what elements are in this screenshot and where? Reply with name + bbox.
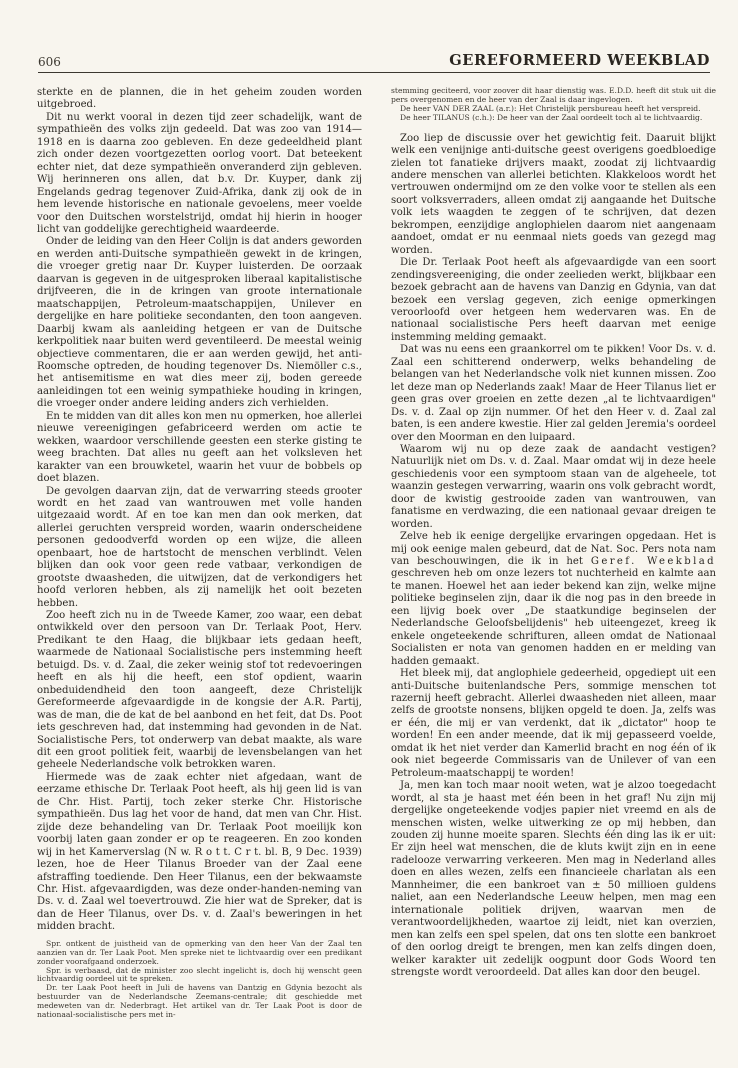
publication-name: Geref. Weekblad bbox=[590, 556, 716, 568]
paragraph: Zoo heeft zich nu in de Tweede Kamer, zoo waar, een debat ontwikkeld over den persoon van Dr. Terlaak Poot, Herv. Predikant te den Haag, die blijkbaar iets gedaan heeft, waarmede de Nationaal Socialistische pers instemming heeft betuigd. Ds. v. d. Zaal, die zeker weinig stof tot redevoeringen heeft en als hij die heeft, een stof opdient, waarin onbeduidendheid den toon aangeeft, deze Christelijk Gereformeerde afgevaardigde in de kongsie der A.R. Partij, was de man, die de kat de bel aanbond en het feit, dat Ds. Poot iets geschreven had, dat instemming had gevonden in de Nat. Socialistische Pers, tot onderwerp van debat maakte, als ware dit een groot politiek feit, waarbij de levensbelangen van het geheele Nederlandsche volk betrokken waren. bbox=[37, 610, 362, 771]
parliament-quote-continued bbox=[391, 87, 716, 123]
paragraph: Dit nu werkt vooral in dezen tijd zeer schadelijk, want de sympathieën des volks zijn gedeeld. Dat was zoo van 1914—1918 en is daarna zoo gebleven. En deze gedeeldheid plant zich onder dezen voortgezetten oorlog voort. Dat beteekent echter niet, dat deze sympathieën onveranderd zijn gebleven. Wij herinneren ons allen, dat b.v. Dr. Kuyper, dank zij Engelands gedrag tegenover Zuid-Afrika, dank zij ook de in hem levende historische en nationale gevoelens, meer voelde voor den Duitschen worstelstrijd, omdat hij hierin in hooger licht van goddelijke gerechtigheid waardeerde. bbox=[37, 111, 362, 235]
quote-paragraph: De heer VAN DER ZAAL (a.r.): Het Christelijk persbureau heeft het verspreid. bbox=[400, 103, 701, 113]
paragraph: Zoo liep de discussie over het gewichtig feit. Daaruit blijkt welk een venijnige anti-duitsche geest overigens goedbloedige zielen tot fanatieke drijvers maakt, zoodat zij lichtvaardig andere menschen van allerlei betichten. Klakkeloos wordt het vertrouwen ondermijnd om ze den volke voor te stellen als een soort volksverraders, alleen omdat zij aangaande het Duitsche volk iets waagden te zeggen of te schrijven, dat dezen bekrompen, eenzijdige anglophielen daarom niet aangenaam aandoet, omdat er nu eenmaal niets goeds van gezegd mag worden. bbox=[391, 132, 716, 256]
quote-paragraph: Spr. ontkent de juistheid van de opmerking van den heer Van der Zaal ten aanzien van dr. Ter Laak Poot. Men spreke niet te lichtvaardig over een predikant zonder voorafgaand onderzoek. bbox=[37, 938, 362, 966]
paragraph: Onder de leiding van den Heer Colijn is dat anders geworden en werden anti-Duitsche sympathieën gewekt in de kringen, die vroeger gretig naar Dr. Kuyper luisterden. De oorzaak daarvan is gegeven in de uitgesproken liberaal kapitalistische drijfveeren, die in de kringen van groote internationale maatschappijen, Petroleum-maatschappijen, Unilever en dergelijke en hare politieke secondanten, den toon aangeven. Daarbij kwam als aanleiding hetgeen er van de Duitsche kerkpolitiek naar buiten werd geventileerd. De meestal weinig objectieve commentaren, die er aan werden gewijd, het anti-Roomsche optreden, de houding tegenover Ds. Niemöller c.s., het antisemitisme en wat dies meer zij, boden gereede aanleidingen tot een weinig sympathieke houding in kringen, die vroeger onder andere leiding anders zich verhielden. bbox=[37, 236, 362, 410]
paragraph: Waarom wij nu op deze zaak de aandacht vestigen? Natuurlijk niet om Ds. v. d. Zaal. Maar omdat wij in deze heele geschiedenis voor een symptoom staan van de algeheele, tot waanzin gestegen verwarring, waarin ons volk gebracht wordt, door de kwistig gestrooide zaden van wantrouwen, van fanatisme en verdwazing, die een nationaal gevaar dreigen te worden. bbox=[391, 443, 716, 530]
paragraph: Ja, men kan toch maar nooit weten, wat je alzoo toegedacht wordt, al sta je haast met één been in het graf! Nu zijn mij dergelijke ongeteekende vodjes papier niet vreemd en als de menschen wisten, welke uitwerking ze op mij hebben, dan zouden zij hunne moeite sparen. Slechts één ding las ik er uit: Er zijn heel wat menschen, die de kluts kwijt zijn en in eene radelooze verwarring verkeeren. Men mag in Nederland alles doen en alles wezen, zelfs een financieele charlatan als een Mannheimer, die een bankroet van ± 50 millioen guldens naliet, aan een Nederlandsche Leeuw helpen, men mag een internationale politiek drijven, waarvan men de verantwoordelijkheden, waartoe zij leidt, niet kan overzien, men kan zelfs een spel spelen, dat ons ten slotte een bankroet of den oorlog dreigt te brengen, men kan zelfs dingen doen, welker karakter uit zedelijk oogpunt door Gods Woord ten strengste wordt veroordeeld. Dat alles kan door den beugel. bbox=[391, 780, 716, 978]
page-header bbox=[38, 52, 710, 73]
parliament-quote bbox=[37, 940, 362, 1020]
paragraph bbox=[391, 531, 716, 668]
left-column bbox=[37, 87, 362, 1042]
paragraph: Het bleek mij, dat anglophiele gedeerheid, opgediept uit een anti-Duitsche buitenlandsche Pers, sommige menschen tot razernij heeft gebracht. Allerlei dwaasheden niet alleen, maar zelfs de grootste nonsens, blijken opgeld te doen. Ja, zelfs was er één, die mij er van verdenkt, dat ik „dictator" hoop te worden! En een ander meende, dat ik mij gepasseerd voelde, omdat ik het niet verder dan Kamerlid bracht en nog één of ik ook niet begeerde Commissaris van de Unilever of van een Petroleum-maatschappij te worden! bbox=[391, 668, 716, 779]
paragraph: Dat was nu eens een graankorrel om te pikken! Voor Ds. v. d. Zaal een schitterend onderwerp, welks behandeling de belangen van het Nederlandsche volk niet kunnen missen. Zoo let deze man op Nederlands zaak! Maar de Heer Tilanus liet er geen gras over groeien en zette dezen „al te lichtvaardigen" Ds. v. d. Zaal op zijn nummer. Of het den Heer v. d. Zaal zal baten, is een andere kwestie. Hier zal gelden Jeremia's oordeel over den Moorman en den luipaard. bbox=[391, 344, 716, 443]
right-column bbox=[391, 87, 716, 1042]
quote-paragraph: Dr. ter Laak Poot heeft in Juli de havens van Dantzig en Gdynia bezocht als bestuurder van de Nederlandsche Zeemans-centrale; dit geschiedde met medeweten van dr. Nederbragt. Het artikel van dr. Ter Laak Poot is door de nationaal-socialistische pers met in- bbox=[37, 983, 362, 1020]
paragraph-text: geschreven heb om onze lezers tot nuchterheid en kalmte aan te manen. Hoewel het aan ieder bekend kan zijn, welke mijne politieke beginselen zijn, daar ik die nog pas in den breede in een lijvig boek over „De staatkundige beginselen der Nederlandsche Geloofsbelijdenis" heb uiteengezet, kreeg ik enkele ongeteekende schrifturen, alleen omdat de Nationaal Socialisten er nota van genomen hadden en er melding van hadden gemaakt. bbox=[391, 568, 716, 667]
paragraph: En te midden van dit alles kon men nu opmerken, hoe allerlei nieuwe vereenigingen gefabriceerd werden om actie te wekken, waardoor verschillende geesten een sterke gisting te weeg brachten. Dat alles nu geeft aan het volksleven het karakter van een brouwketel, waarin het vuur de bobbels op doet blazen. bbox=[37, 410, 362, 485]
paragraph: sterkte en de plannen, die in het geheim zouden worden uitgebroed. bbox=[37, 87, 362, 111]
paragraph: De gevolgen daarvan zijn, dat de verwarring steeds grooter wordt en het zaad van wantrouwen met volle handen uitgezaaid wordt. Af en toe kan men dan ook merken, dat allerlei geruchten verspreid worden, waarin onderscheidene personen gedoodverfd worden op een wijze, die alleen openbaart, hoe de hartstocht de menschen verblindt. Velen blijken dan ook voor geen rede vatbaar, verkondigen de grootste dwaasheden, die uitwijzen, dat de verkondigers het hoofd verloren hebben, als zij namelijk het ooit bezeten hebben. bbox=[37, 485, 362, 609]
quote-paragraph: stemming geciteerd, voor zoover dit haar dienstig was. E.D.D. heeft dit stuk uit die pers overgenomen en de heer van der Zaal is daar ingevlogen. bbox=[391, 87, 716, 104]
quote-paragraph: De heer TILANUS (c.h.): De heer van der Zaal oordeelt toch al te lichtvaardig. bbox=[400, 112, 703, 122]
quote-paragraph: Spr. is verbaasd, dat de minister zoo slecht ingelicht is, doch hij wenscht geen lichtvaardig oordeel uit te spreken. bbox=[37, 965, 362, 984]
paragraph: Hiermede was de zaak echter niet afgedaan, want de eerzame ethische Dr. Terlaak Poot heeft, als hij geen lid is van de Chr. Hist. Partij, toch zeker sterke Chr. Historische sympathieën. Dus lag het voor de hand, dat men van Chr. Hist. zijde deze behandeling van Dr. Terlaak Poot moeilijk kon voorbij laten gaan zonder er op te reageeren. En zoo konden wij in het Kamerverslag (N w. R o t t. C r t. bl. B, 9 Dec. 1939) lezen, hoe de Heer Tilanus Broeder van der Zaal eene afstraffing toediende. Den Heer Tilanus, een der bekwaamste Chr. Hist. afgevaardigden, was deze onder-handen-neming van Ds. v. d. Zaal wel toevertrouwd. Zie hier wat de Spreker, dat is dan de Heer Tilanus, over Ds. v. d. Zaal's beweringen in het midden bracht. bbox=[37, 771, 362, 933]
page-number: 606 bbox=[38, 55, 61, 69]
paragraph: Die Dr. Terlaak Poot heeft als afgevaardigde van een soort zendingsvereeniging, die onder zeelieden werkt, blijkbaar een bezoek gebracht aan de havens van Danzig en Gdynia, van dat bezoek een verslag gegeven, zich eenige opmerkingen veroorloofd over hetgeen hem wedervaren was. En de nationaal socialistische Pers heeft daarvan met eenige instemming melding gemaakt. bbox=[391, 257, 716, 343]
journal-title: GEREFORMEERD WEEKBLAD bbox=[449, 52, 710, 69]
paragraph-text: Zelve heb ik eenige dergelijke ervaringen opgedaan. Het is mij ook eenige malen gebeurd, dat de Nat. Soc. Pers nota nam van beschouwingen, die ik in het bbox=[391, 531, 716, 568]
